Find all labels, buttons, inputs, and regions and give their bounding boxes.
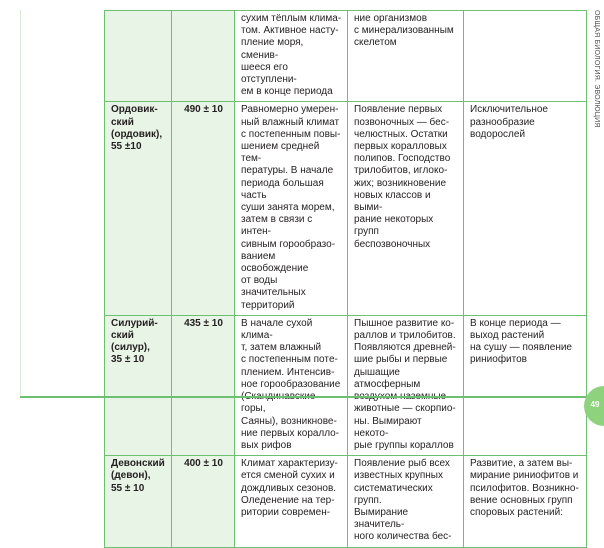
- era-text-line: (силур),: [111, 342, 150, 354]
- age-cell: [172, 315, 235, 455]
- climate-text-line: пление моря, сменив-: [241, 37, 304, 61]
- age-text: 490 ± 10: [184, 104, 223, 116]
- animals-text-line: скелетом: [354, 37, 397, 49]
- animals-text-line: дышащие атмосферным: [354, 366, 421, 390]
- plants-text-line: водорослей: [470, 128, 526, 140]
- climate-cell: [235, 456, 348, 547]
- climate-text-line: с постепенным повы-: [241, 128, 341, 140]
- climate-text-line: ванием освобождение: [241, 250, 309, 275]
- climate-text-line: ный влажный климат: [241, 116, 340, 128]
- animals-text-line: новых классов и выми-: [354, 189, 431, 214]
- animals-text-line: Появляются древней-: [354, 342, 456, 354]
- page-number: 49: [590, 400, 600, 409]
- animals-text-line: ние организмов: [354, 13, 428, 24]
- animals-text-line: ного количества бес-: [354, 531, 452, 543]
- climate-text-line: суши занята морем,: [241, 202, 335, 214]
- era-text-line: 55 ±10: [111, 141, 142, 153]
- animals-text-line: Пышное развитие ко-: [354, 317, 455, 329]
- era-text-line: ский: [111, 330, 134, 342]
- animals-text-line: Появление первых: [354, 104, 443, 116]
- plants-text-line: споровых растений:: [470, 506, 564, 518]
- animals-text-line: челюстных. Остатки: [354, 128, 448, 140]
- climate-text-line: Оледенение на тер-: [241, 494, 335, 506]
- era-text-line: (ордовик),: [111, 128, 163, 140]
- animals-cell: [348, 315, 464, 455]
- plants-cell: [464, 102, 587, 315]
- climate-text-line: затем в связи с интен-: [241, 214, 313, 238]
- climate-text-line: горы,: [241, 403, 266, 415]
- climate-cell: [235, 11, 348, 102]
- climate-text-line: том. Активное насту-: [241, 25, 339, 37]
- era-text-line: 35 ± 10: [111, 354, 145, 366]
- animals-text-line: трилобитов, иглоко-: [354, 165, 448, 177]
- plants-text-line: разнообразие: [470, 116, 535, 128]
- plants-cell: [464, 11, 587, 102]
- animals-text-line: беспозвоночных: [354, 238, 431, 250]
- plants-text-line: Исключительное: [470, 104, 548, 116]
- era-text-line: ский: [111, 116, 134, 128]
- age-cell: [172, 456, 235, 547]
- era-text-line: Девонский: [111, 458, 165, 470]
- plants-cell: [464, 315, 587, 455]
- climate-cell: [235, 102, 348, 315]
- plants-text-line: псилофитов. Возникно-: [470, 482, 579, 494]
- era-text-line: Силурий-: [111, 317, 158, 329]
- climate-text-line: вых рифов: [241, 439, 292, 451]
- animals-text-line: с минерализованным: [354, 25, 454, 37]
- animals-text-line: полипов. Господство: [354, 153, 451, 165]
- plants-text-line: вение основных групп: [470, 494, 573, 506]
- animals-text-line: жих; возникновение: [354, 177, 447, 189]
- animals-cell: [348, 456, 464, 547]
- climate-text-line: территорий: [241, 299, 295, 311]
- climate-text-line: ется сменой сухих и: [241, 470, 335, 482]
- climate-text-line: Равномерно умерен-: [241, 104, 339, 116]
- age-text: 435 ± 10: [184, 317, 223, 329]
- era-cell: [105, 102, 172, 315]
- animals-text-line: известных крупных: [354, 470, 443, 482]
- era-text-line: Ордовик-: [111, 104, 158, 116]
- plants-text-line: В конце периода —: [470, 317, 561, 329]
- climate-text-line: от воды значительных: [241, 275, 306, 299]
- animals-text-line: рание некоторых групп: [354, 214, 434, 238]
- climate-text-line: ное горообразование: [241, 378, 341, 390]
- plants-text-line: на сушу — появление: [470, 342, 572, 354]
- climate-text-line: ритории современ-: [241, 506, 331, 518]
- plants-text-line: Развитие, а затем вы-: [470, 458, 573, 470]
- climate-text-line: шением средней тем-: [241, 141, 320, 165]
- table-row: [105, 11, 587, 102]
- climate-text-line: плением. Интенсив-: [241, 366, 335, 378]
- climate-text-line: В начале сухой клима-: [241, 317, 313, 342]
- plants-text-line: выход растений: [470, 330, 545, 342]
- animals-text-line: первых коралловых: [354, 141, 447, 153]
- climate-text-line: сивным горообразо-: [241, 238, 336, 250]
- climate-text-line: ние первых кораллo-: [241, 427, 339, 439]
- age-cell: [172, 11, 235, 102]
- plants-cell: [464, 456, 587, 547]
- table-row: [105, 315, 587, 455]
- animals-cell: [348, 102, 464, 315]
- age-cell: [172, 102, 235, 315]
- climate-text-line: дождливых сезонов.: [241, 482, 337, 494]
- animals-text-line: рые группы кораллов: [354, 439, 454, 451]
- era-cell: [105, 456, 172, 547]
- animals-cell: [348, 11, 464, 102]
- animals-text-line: животные — скорпио-: [354, 403, 456, 415]
- climate-text-line: периода большая часть: [241, 177, 324, 201]
- climate-text-line: шееся его отступлени-: [241, 61, 297, 86]
- climate-text-line: с постепенным потe-: [241, 354, 338, 366]
- geologic-periods-table: [104, 10, 587, 548]
- table-row: [105, 102, 587, 315]
- animals-text-line: Появление рыб всех: [354, 458, 450, 470]
- left-margin-rule: [20, 10, 21, 396]
- animals-text-line: позвоночных — бес-: [354, 116, 450, 128]
- era-cell: [105, 11, 172, 102]
- age-text: 400 ± 10: [184, 458, 223, 470]
- climate-cell: [235, 315, 348, 455]
- climate-text-line: пературы. В начале: [241, 165, 334, 177]
- table-body: [105, 11, 587, 548]
- animals-text-line: ны. Вымирают некото-: [354, 415, 422, 439]
- animals-text-line: раллов и трилобитов.: [354, 330, 456, 342]
- animals-text-line: шие рыбы и первые: [354, 354, 448, 366]
- animals-text-line: Вымирание значитель-: [354, 506, 409, 531]
- running-header: ОБЩАЯ БИОЛОГИЯ. ЭВОЛЮЦИЯ: [593, 10, 600, 128]
- table-row: [105, 456, 587, 547]
- climate-text-line: ем в конце периода: [241, 86, 333, 98]
- era-cell: [105, 315, 172, 455]
- climate-text-line: сухим тёплым клима-: [241, 13, 342, 24]
- climate-text-line: т, затем влажный: [241, 342, 322, 354]
- plants-text-line: мирание риниофитов и: [470, 470, 579, 482]
- era-text-line: (девон),: [111, 470, 151, 482]
- plants-text-line: риниофитов: [470, 354, 527, 366]
- animals-text-line: систематических групп.: [354, 482, 433, 506]
- climate-text-line: Саяны), возникнове-: [241, 415, 337, 427]
- era-text-line: 55 ± 10: [111, 482, 145, 494]
- bottom-rule: [20, 396, 586, 398]
- climate-text-line: Климат характеризу-: [241, 458, 338, 470]
